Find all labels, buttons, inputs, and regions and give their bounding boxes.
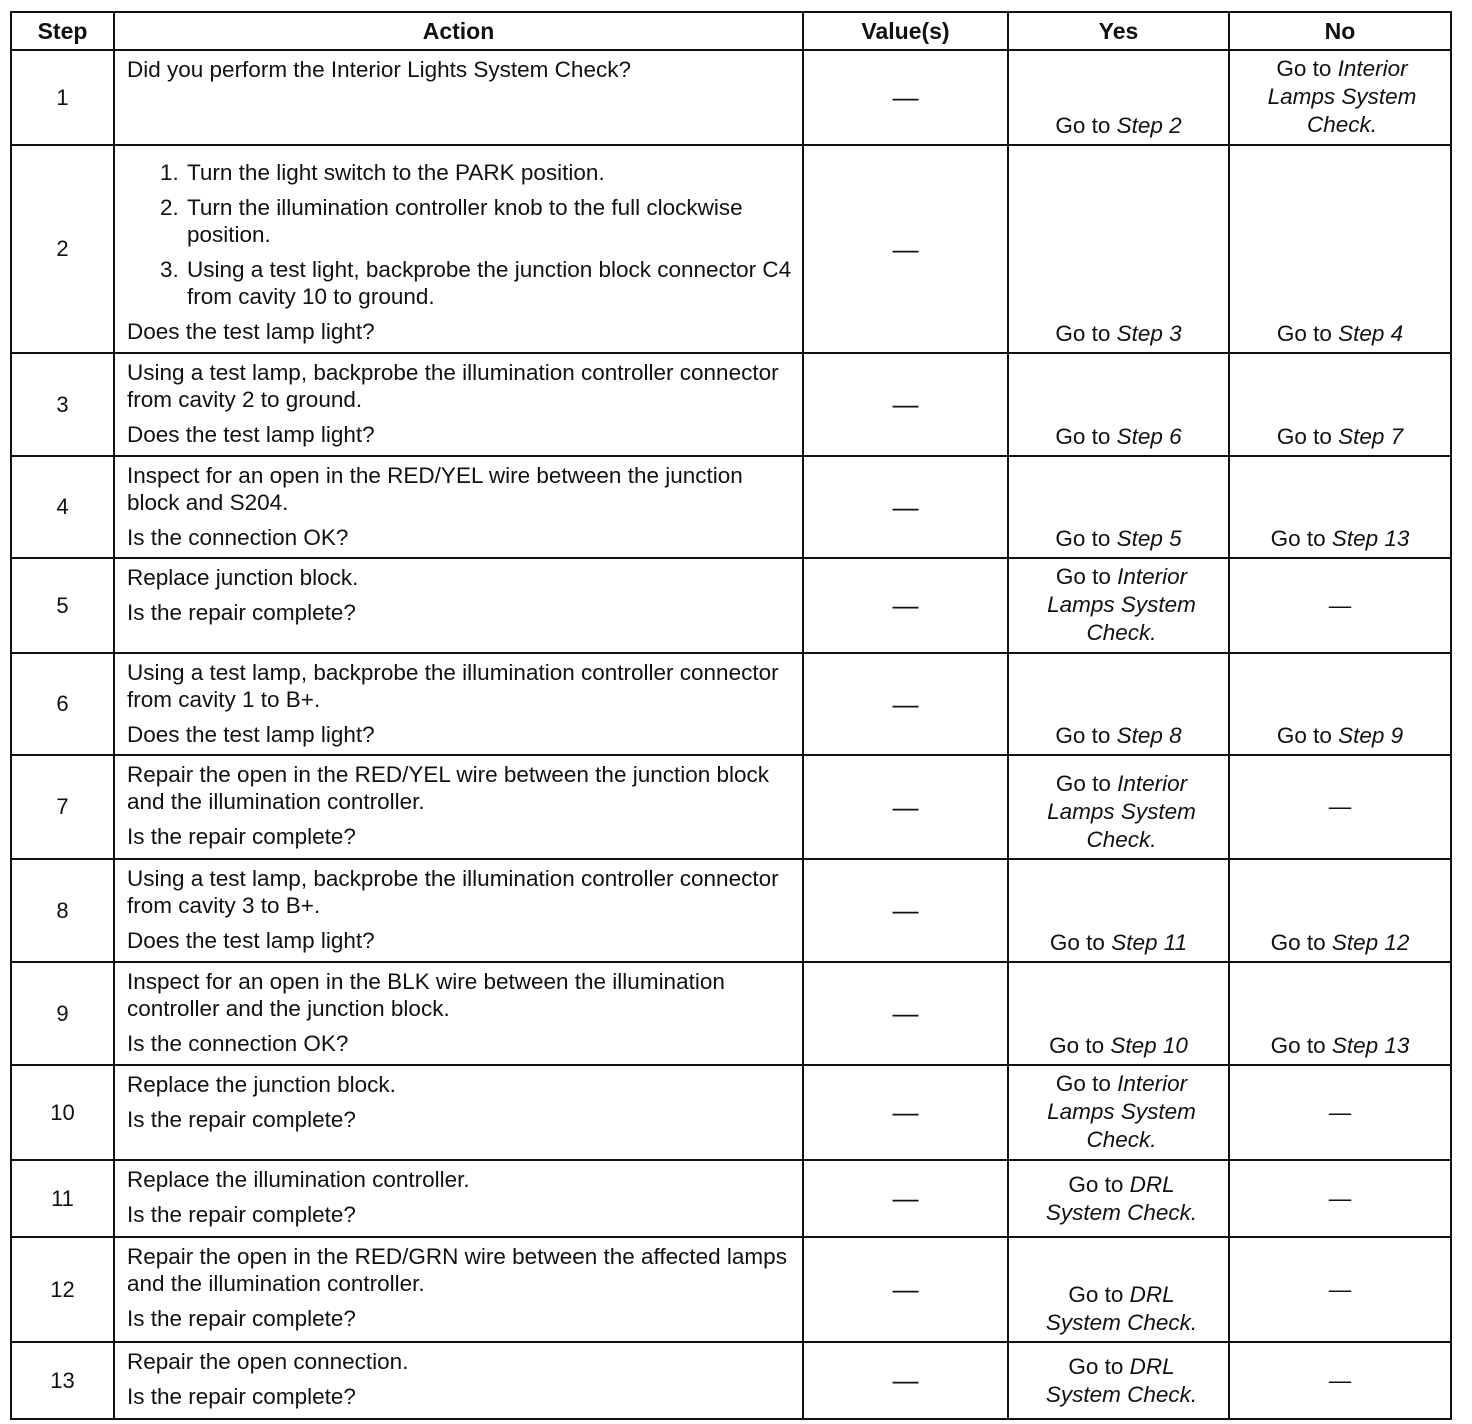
value-cell: — — [803, 1065, 1008, 1160]
header-values: Value(s) — [803, 12, 1008, 50]
table-row — [11, 456, 1451, 558]
action-question: Is the repair complete? — [127, 1202, 356, 1227]
no-cell — [1229, 456, 1451, 558]
value-cell: — — [803, 755, 1008, 859]
action-cell — [114, 558, 803, 653]
no-target: Step 9 — [1338, 723, 1404, 748]
action-text: Did you perform the Interior Lights System Check? — [127, 57, 631, 82]
table-row — [11, 558, 1451, 653]
value-cell: — — [803, 653, 1008, 755]
action-cell — [114, 1160, 803, 1237]
value-cell: — — [803, 50, 1008, 145]
yes-prefix: Go to — [1055, 424, 1111, 449]
yes-target: DRL System Check. — [1045, 1353, 1198, 1407]
yes-prefix: Go to — [1068, 1171, 1124, 1197]
yes-prefix: Go to — [1049, 930, 1105, 955]
no-target: Step 4 — [1338, 321, 1404, 346]
table-row — [11, 1160, 1451, 1237]
yes-target: Step 5 — [1116, 526, 1182, 551]
yes-cell — [1008, 353, 1229, 456]
step-number: 9 — [11, 962, 114, 1065]
action-text: Using a test lamp, backprobe the illumination controller connector from cavity 1 to B+. — [127, 660, 779, 712]
step-number: 1 — [11, 50, 114, 145]
yes-prefix: Go to — [1055, 723, 1111, 748]
yes-target: Interior Lamps System Check. — [1047, 771, 1196, 852]
header-action: Action — [114, 12, 803, 50]
action-text: Repair the open in the RED/YEL wire between the junction block and the illumination controller. — [127, 762, 770, 814]
header-yes: Yes — [1008, 12, 1229, 50]
table-row — [11, 1237, 1451, 1342]
yes-prefix: Go to — [1055, 321, 1111, 346]
action-text: Replace the junction block. — [127, 1072, 396, 1097]
value-cell: — — [803, 558, 1008, 653]
action-text: Replace the illumination controller. — [127, 1167, 470, 1192]
action-text: Using a test lamp, backprobe the illumination controller connector from cavity 3 to B+. — [127, 866, 779, 918]
no-target: Step 13 — [1331, 1033, 1410, 1058]
table-row — [11, 859, 1451, 962]
yes-target: Step 11 — [1111, 930, 1188, 955]
yes-cell — [1008, 1237, 1229, 1342]
yes-target: Step 3 — [1116, 321, 1182, 346]
yes-target: DRL System Check. — [1045, 1171, 1198, 1225]
yes-cell — [1008, 1342, 1229, 1419]
action-cell — [114, 653, 803, 755]
step-number: 5 — [11, 558, 114, 653]
value-cell: — — [803, 1342, 1008, 1419]
action-text: Repair the open in the RED/GRN wire between the affected lamps and the illumination controller. — [127, 1244, 787, 1296]
action-question: Does the test lamp light? — [127, 928, 375, 953]
action-cell — [114, 145, 803, 353]
action-question: Is the repair complete? — [127, 600, 356, 625]
no-target: Step 12 — [1331, 930, 1410, 955]
no-cell: — — [1229, 1237, 1451, 1342]
action-cell — [114, 859, 803, 962]
no-cell: — — [1229, 755, 1451, 859]
header-row — [11, 12, 1451, 50]
action-text: Inspect for an open in the RED/YEL wire between the junction block and S204. — [127, 463, 743, 515]
no-cell — [1229, 145, 1451, 353]
step-number: 6 — [11, 653, 114, 755]
yes-target: Step 10 — [1110, 1033, 1188, 1058]
yes-prefix: Go to — [1068, 1282, 1124, 1307]
step-number: 2 — [11, 145, 114, 353]
yes-cell — [1008, 558, 1229, 653]
action-cell — [114, 50, 803, 145]
header-step: Step — [11, 12, 114, 50]
yes-cell — [1008, 859, 1229, 962]
yes-target: Interior Lamps System Check. — [1047, 1071, 1196, 1152]
table-row — [11, 1065, 1451, 1160]
no-cell: — — [1229, 1160, 1451, 1237]
action-text: Repair the open connection. — [127, 1349, 409, 1374]
step-number: 8 — [11, 859, 114, 962]
table-row — [11, 1342, 1451, 1419]
action-text: Using a test lamp, backprobe the illumination controller connector from cavity 2 to ground. — [127, 360, 779, 412]
yes-prefix: Go to — [1055, 564, 1111, 589]
no-cell — [1229, 50, 1451, 145]
action-cell — [114, 962, 803, 1065]
yes-cell — [1008, 145, 1229, 353]
no-cell: — — [1229, 1065, 1451, 1160]
action-question: Is the repair complete? — [127, 1107, 356, 1132]
yes-cell — [1008, 456, 1229, 558]
value-cell: — — [803, 353, 1008, 456]
no-prefix: Go to — [1276, 56, 1332, 81]
value-cell: — — [803, 859, 1008, 962]
yes-target: Step 6 — [1116, 424, 1182, 449]
step-number: 7 — [11, 755, 114, 859]
yes-prefix: Go to — [1055, 113, 1111, 138]
yes-prefix: Go to — [1055, 771, 1111, 796]
no-target: Interior Lamps System Check. — [1267, 56, 1417, 137]
step-number: 3 — [11, 353, 114, 456]
no-cell — [1229, 353, 1451, 456]
no-target: Step 13 — [1331, 526, 1410, 551]
action-cell — [114, 1342, 803, 1419]
table-row — [11, 653, 1451, 755]
no-cell — [1229, 859, 1451, 962]
yes-prefix: Go to — [1055, 1071, 1111, 1096]
no-cell: — — [1229, 1342, 1451, 1419]
step-number: 10 — [11, 1065, 114, 1160]
action-question: Does the test lamp light? — [127, 722, 375, 747]
table-row — [11, 50, 1451, 145]
action-question: Does the test lamp light? — [127, 319, 375, 344]
action-cell — [114, 456, 803, 558]
action-cell — [114, 755, 803, 859]
value-cell: — — [803, 962, 1008, 1065]
no-cell — [1229, 962, 1451, 1065]
action-question: Is the connection OK? — [127, 525, 349, 550]
action-cell — [114, 1237, 803, 1342]
action-question: Is the repair complete? — [127, 1306, 356, 1331]
table-row — [11, 755, 1451, 859]
no-prefix: Go to — [1270, 930, 1326, 955]
action-list-item: 1. Turn the light switch to the PARK position. — [185, 159, 792, 186]
table-row — [11, 962, 1451, 1065]
yes-prefix: Go to — [1055, 526, 1111, 551]
yes-prefix: Go to — [1068, 1353, 1124, 1379]
yes-target: DRL System Check. — [1045, 1282, 1198, 1335]
value-cell: — — [803, 1160, 1008, 1237]
step-number: 11 — [11, 1160, 114, 1237]
diagnostic-table — [10, 11, 1452, 1420]
yes-cell — [1008, 653, 1229, 755]
header-no: No — [1229, 12, 1451, 50]
yes-cell — [1008, 1160, 1229, 1237]
action-question: Is the repair complete? — [127, 1384, 356, 1409]
action-list-item: 3. Using a test light, backprobe the junction block connector C4 from cavity 10 to ground. — [185, 256, 792, 310]
yes-cell — [1008, 1065, 1229, 1160]
yes-target: Interior Lamps System Check. — [1047, 564, 1196, 645]
step-number: 12 — [11, 1237, 114, 1342]
yes-cell — [1008, 755, 1229, 859]
step-number: 13 — [11, 1342, 114, 1419]
no-target: Step 7 — [1338, 424, 1404, 449]
action-list — [127, 159, 792, 310]
action-list-item: 2. Turn the illumination controller knob to the full clockwise position. — [185, 194, 792, 248]
no-cell: — — [1229, 558, 1451, 653]
action-question: Does the test lamp light? — [127, 422, 375, 447]
action-question: Is the connection OK? — [127, 1031, 349, 1056]
yes-cell — [1008, 50, 1229, 145]
no-cell — [1229, 653, 1451, 755]
action-text: Inspect for an open in the BLK wire between the illumination controller and the junction block. — [127, 969, 725, 1021]
no-prefix: Go to — [1276, 723, 1332, 748]
action-cell — [114, 353, 803, 456]
action-text: Replace junction block. — [127, 565, 359, 590]
value-cell: — — [803, 1237, 1008, 1342]
yes-target: Step 8 — [1116, 723, 1182, 748]
table-row — [11, 145, 1451, 353]
value-cell: — — [803, 456, 1008, 558]
no-prefix: Go to — [1270, 526, 1326, 551]
action-cell — [114, 1065, 803, 1160]
no-prefix: Go to — [1276, 321, 1332, 346]
yes-prefix: Go to — [1049, 1033, 1105, 1058]
action-question: Is the repair complete? — [127, 824, 356, 849]
yes-cell — [1008, 962, 1229, 1065]
step-number: 4 — [11, 456, 114, 558]
yes-target: Step 2 — [1116, 113, 1182, 138]
no-prefix: Go to — [1270, 1033, 1326, 1058]
no-prefix: Go to — [1276, 424, 1332, 449]
table-row — [11, 353, 1451, 456]
value-cell: — — [803, 145, 1008, 353]
